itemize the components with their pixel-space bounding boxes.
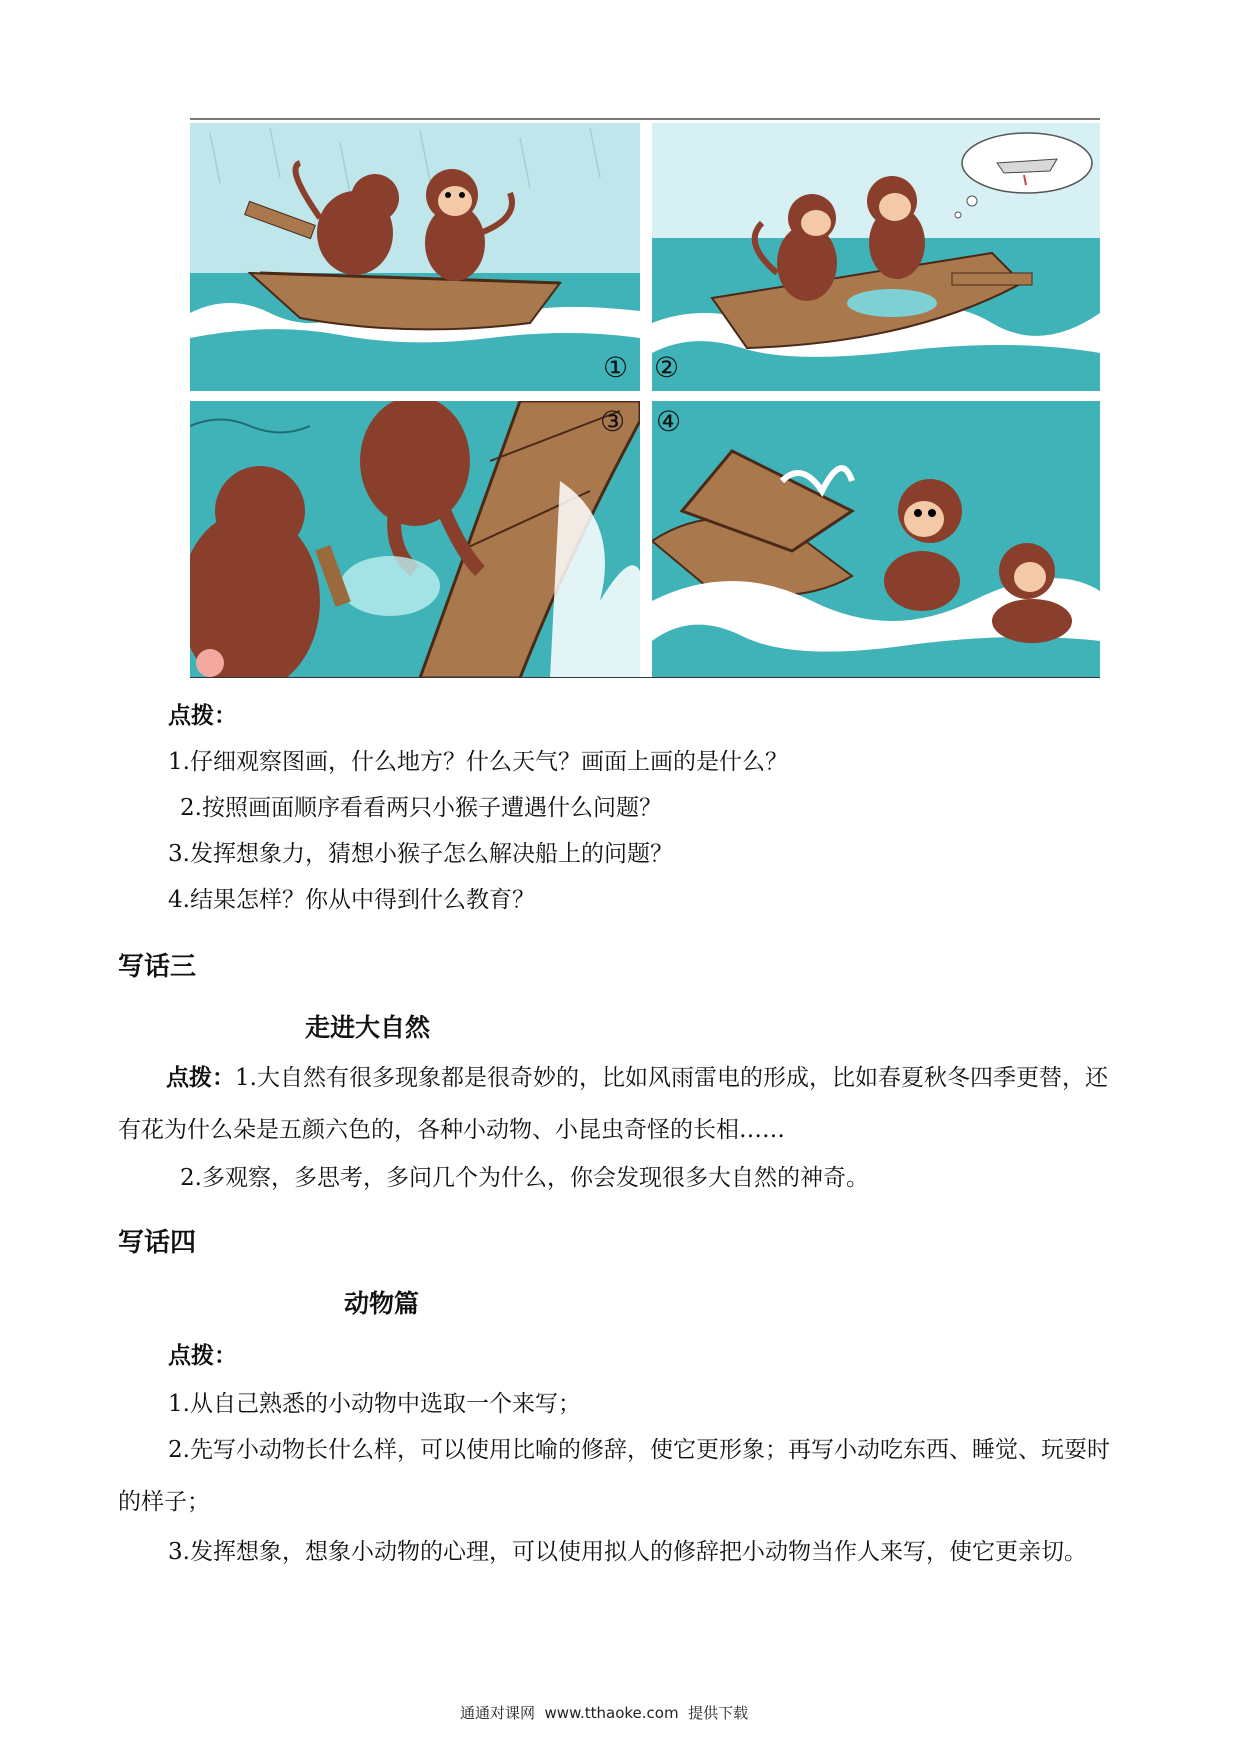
comic-hint-item-1: 1.仔细观察图画，什么地方？什么天气？画面上画的是什么？ [168, 749, 788, 775]
animal-hint-item-3: 3.发挥想象，想象小动物的心理，可以使用拟人的修辞把小动物当作人来写，使它更亲切。 [168, 1539, 1087, 1565]
comic-bottom-rule [190, 677, 1100, 678]
hint-label-animals: 点拨： [168, 1343, 237, 1369]
comic-hint-item-2: 2.按照画面顺序看看两只小猴子遭遇什么问题？ [180, 795, 662, 821]
section-4-heading: 写话四 [118, 1228, 197, 1258]
comic-hint-item-3: 3.发挥想象力，猜想小猴子怎么解决船上的问题？ [168, 841, 673, 867]
section-4-title: 动物篇 [344, 1289, 420, 1318]
hint-label-comic: 点拨： [168, 703, 237, 729]
comic-panel-3 [190, 401, 640, 678]
section-3-heading: 写话三 [118, 952, 197, 982]
panel-1-illustration [190, 123, 640, 391]
comic-hint-item-4: 4.结果怎样？你从中得到什么教育？ [168, 887, 535, 913]
page-footer: 通通对课网 www.tthaoke.com 提供下载 [460, 1704, 749, 1722]
comic-panel-4 [652, 401, 1100, 678]
comic-top-rule [190, 118, 1100, 120]
panel-number-1: ① [603, 351, 629, 384]
animal-hint-item-2: 2.先写小动物长什么样，可以使用比喻的修辞，使它更形象；再写小动吃东西、睡觉、玩耍时的样子； [118, 1437, 1110, 1515]
panel-number-4: ④ [656, 405, 682, 438]
section-3-title: 走进大自然 [305, 1013, 431, 1042]
hint-label-nature: 点拨： [166, 1065, 235, 1091]
comic-panel-2 [652, 123, 1100, 391]
section-3-hint-2: 2.多观察，多思考，多问几个为什么，你会发现很多大自然的神奇。 [180, 1165, 869, 1191]
section-3-paragraph-1 [118, 1052, 1118, 1156]
section-3-hint-1: 1.大自然有很多现象都是很奇妙的，比如风雨雷电的形成，比如春夏秋冬四季更替，还有花为什么朵是五颜六色的，各种小动物、小昆虫奇怪的长相…… [118, 1065, 1108, 1143]
animal-hint-item-1: 1.从自己熟悉的小动物中选取一个来写； [168, 1391, 581, 1417]
comic-panel-1 [190, 123, 640, 391]
panel-4-illustration [652, 401, 1100, 678]
comic-strip [190, 118, 1100, 678]
panel-3-illustration [190, 401, 640, 678]
panel-number-2: ② [654, 351, 680, 384]
panel-number-3: ③ [600, 405, 626, 438]
